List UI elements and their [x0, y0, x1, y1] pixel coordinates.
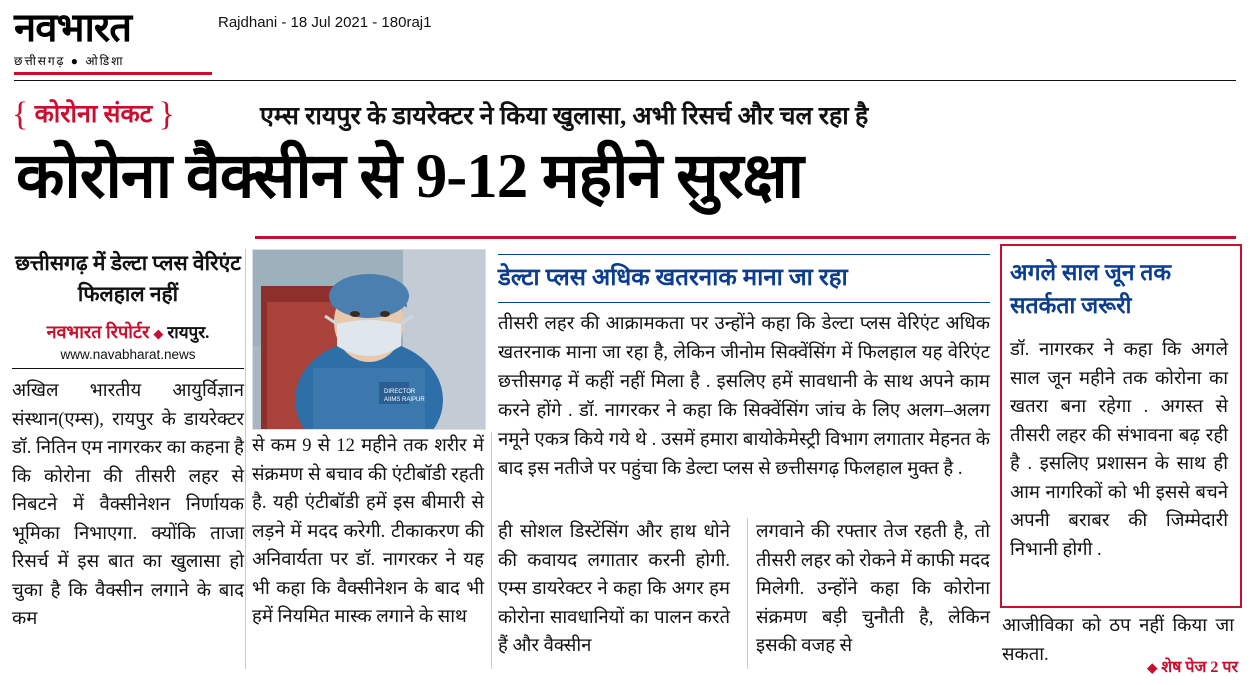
doctor-photo-illustration [253, 250, 485, 429]
jump-arrow-icon: ◆ [1147, 660, 1158, 675]
masthead-subtitle: छत्तीसगढ़ ● ओडिशा [14, 54, 125, 68]
kicker-brace-close: } [158, 96, 175, 133]
column-rule-1 [245, 249, 246, 669]
column-rule-2 [491, 432, 492, 669]
center-subhead: डेल्टा प्लस अधिक खतरनाक माना जा रहा [498, 265, 848, 291]
jump-label: शेष पेज 2 पर [1161, 659, 1238, 676]
left-divider [12, 368, 244, 369]
kicker-label: कोरोना संकट [34, 101, 153, 128]
headline-rule [255, 236, 1236, 239]
center-lead-text: तीसरी लहर की आक्रामकता पर उन्होंने कहा कि डेल्टा प्लस वेरिएंट अधिक खतरनाक माना जा रहा है, लेकिन जीनोम सिक्वेंसिंग में फिलहाल यह वेरिएंट छत्तीसगढ़ में कहीं नहीं मिला है . इसलिए हमें सावधानी के साथ अपने काम करने होंगे . डॉ. नागरकर ने कहा कि सिक्वेंसिंग जांच के लिए अलग–अलग नमूने एकत्र किये गये थे . उसमें हमारा बायोकेमेस्ट्री विभाग लगातार मेहनत के बाद इस नतीजे पर पहुंचा कि डेल्टा प्लस से छत्तीसगढ़ फिलहाल मुक्त है . [498, 314, 990, 479]
right-body-text: डॉ. नागरकर ने कहा कि अगले साल जून महीने तक कोरोना का खतरा बना रहेगा . अगस्त से तीसरी लहर की संभावना बढ़ रही है . इसलिए प्रशासन के साथ ही आम नागरिकों को भी इससे बचने अपनी बराबर की जिम्मेदारी निभानी होगी . [1010, 340, 1228, 560]
kicker-subtext: एम्स रायपुर के डायरेक्टर ने किया खुलासा, अभी रिसर्च और चल रहा है [260, 103, 869, 130]
left-subhead: छत्तीसगढ़ में डेल्टा प्लस वेरिएंट फिलहाल नहीं [15, 251, 241, 306]
page-headline: कोरोना वैक्सीन से 9-12 महीने सुरक्षा [16, 141, 803, 211]
masthead [14, 6, 214, 69]
masthead-rule-black [14, 80, 1236, 81]
masthead-title: नवभारत [14, 5, 132, 50]
column-four-text: लगवाने की रफ्तार तेज रहती है, तो तीसरी लहर को रोकने में काफी मदद मिलेगी. उन्होंने कहा कि कोरोना संक्रमण बड़ी चुनौती है, लेकिन इसकी वजह से [756, 522, 990, 656]
kicker-badge [12, 96, 175, 134]
column-three-text: ही सोशल डिस्टेंसिंग और हाथ धोने की कवायद लगातार करनी होगी. एम्स डायरेक्टर ने कहा कि अगर हम कोरोना सावधानियों का पालन करते हैं और वैक्सीन [498, 522, 730, 656]
svg-text:AIIMS RAIPUR: AIIMS RAIPUR [384, 397, 425, 403]
diamond-icon: ◆ [153, 326, 164, 341]
right-tail-text: आजीविका को ठप नहीं किया जा सकता. [1002, 616, 1234, 665]
center-rule-top [498, 254, 990, 255]
kicker-row [12, 96, 1238, 134]
left-body-text: अखिल भारतीय आयुर्विज्ञान संस्थान(एम्स), रायपुर के डायरेक्टर डॉ. नितिन एम नागरकर का कहना है कि कोरोना की तीसरी लहर से निबटने में वैक्सीनेशन निर्णायक भूमिका निभाएगा. क्योंकि ताजा रिसर्च में इस बात का खुलासा हो चुका है कि वैक्सीन लगाने के बाद कम [12, 381, 244, 629]
reporter-name: नवभारत रिपोर्टर [46, 322, 150, 342]
edition-line: Rajdhani - 18 Jul 2021 - 180raj1 [218, 14, 432, 31]
article-photo [252, 249, 486, 430]
reporter-city: रायपुर. [167, 323, 210, 342]
jump-line[interactable] [1147, 655, 1238, 677]
column-two-text: से कम 9 से 12 महीने तक शरीर में संक्रमण से बचाव की एंटीबॉडी रहती है. यही एंटीबॉडी हमें इस बीमारी से लड़ने में मदद करेगी. टीकाकरण की अनिवार्यता पर डॉ. नागरकर ने यह भी कहा कि वैक्सीनेशन के बाद भी हमें नियमित मास्क लगाने के साथ [252, 436, 484, 627]
column-rule-3 [747, 518, 748, 669]
kicker-brace-open: { [12, 96, 29, 133]
right-subhead: अगले साल जून तक सतर्कता जरूरी [1010, 260, 1172, 318]
center-rule-bottom [498, 302, 990, 303]
masthead-rule-red [14, 72, 212, 75]
svg-text:DIRECTOR: DIRECTOR [384, 389, 416, 395]
reporter-byline [12, 320, 244, 344]
left-column [12, 248, 244, 634]
website-url[interactable]: www.navabharat.news [60, 347, 196, 362]
